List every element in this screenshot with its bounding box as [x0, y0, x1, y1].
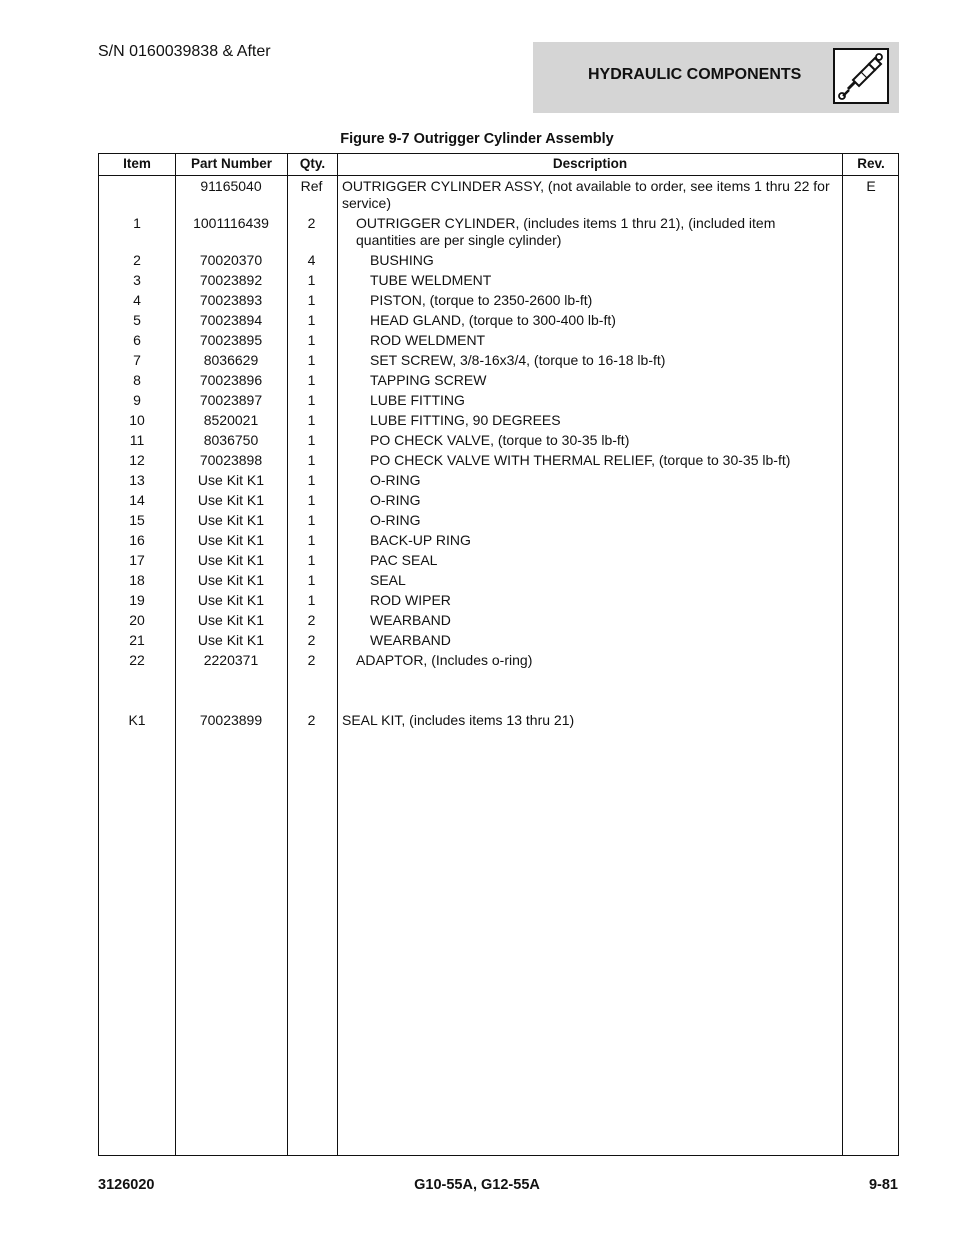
table-row [99, 215, 898, 252]
table-row [99, 332, 898, 352]
item-cell: 3 [133, 272, 141, 288]
item-cell: 16 [129, 532, 145, 548]
header-qty: Qty. [299, 156, 326, 171]
header-rev: Rev. [857, 156, 885, 171]
description-cell: PAC SEAL [370, 552, 438, 568]
table-row [99, 532, 898, 552]
part-number-cell: Use Kit K1 [197, 592, 265, 608]
description-cell: HEAD GLAND, (torque to 300-400 lb-ft) [370, 312, 616, 328]
part-number-cell: Use Kit K1 [197, 472, 265, 488]
document-number: 3126020 [98, 1177, 155, 1193]
item-cell: 10 [129, 412, 145, 428]
table-row [99, 452, 898, 472]
item-cell: 15 [129, 512, 145, 528]
qty-cell: 1 [307, 332, 316, 348]
part-number-cell: 70020370 [199, 252, 263, 268]
table-row [99, 352, 898, 372]
item-cell: 4 [133, 292, 141, 308]
qty-cell: 4 [307, 252, 316, 268]
table-row [99, 672, 898, 692]
part-number-cell: 2220371 [203, 652, 259, 668]
description-cell: LUBE FITTING, 90 DEGREES [370, 412, 561, 428]
item-cell: 14 [129, 492, 145, 508]
section-title: HYDRAULIC COMPONENTS [588, 66, 802, 83]
item-cell: 13 [129, 472, 145, 488]
part-number-cell: 8520021 [203, 412, 259, 428]
part-number-cell: Use Kit K1 [197, 612, 265, 628]
item-cell: 1 [133, 215, 141, 231]
part-number-cell: 91165040 [200, 178, 262, 194]
part-number-cell: 70023897 [199, 392, 263, 408]
part-number-cell: Use Kit K1 [197, 572, 265, 588]
part-number-cell: 70023895 [199, 332, 263, 348]
table-header [99, 154, 898, 176]
qty-cell: 1 [307, 532, 316, 548]
description-cell: TAPPING SCREW [370, 372, 487, 388]
description-cell: SEAL KIT, (includes items 13 thru 21) [342, 712, 575, 728]
hydraulic-cylinder-icon [833, 48, 889, 104]
item-cell: 7 [133, 352, 141, 368]
item-cell: 5 [133, 312, 141, 328]
table-row [99, 392, 898, 412]
item-cell: 22 [129, 652, 145, 668]
qty-cell: 1 [307, 452, 316, 468]
part-number-cell: Use Kit K1 [197, 552, 265, 568]
part-number-cell: Use Kit K1 [197, 532, 265, 548]
part-number-cell: 8036629 [203, 352, 259, 368]
qty-cell: 2 [307, 712, 316, 728]
table-row [99, 512, 898, 532]
item-cell: 6 [133, 332, 141, 348]
description-cell: OUTRIGGER CYLINDER, (includes items 1 thru 21), (included item quantities are per single cylinder) [356, 215, 776, 248]
description-cell: O-RING [370, 472, 421, 488]
rev-cell: E [866, 178, 876, 194]
table-row [99, 272, 898, 292]
item-cell: 21 [129, 632, 145, 648]
qty-cell: 1 [307, 512, 316, 528]
qty-cell: Ref [300, 178, 323, 194]
part-number-cell: 70023898 [199, 452, 263, 468]
qty-cell: 1 [307, 352, 316, 368]
qty-cell: 1 [307, 572, 316, 588]
qty-cell: 2 [307, 215, 316, 231]
qty-cell: 1 [307, 472, 316, 488]
part-number-cell: Use Kit K1 [197, 512, 265, 528]
item-cell: 17 [129, 552, 145, 568]
part-number-cell: 70023893 [199, 292, 263, 308]
table-row [99, 372, 898, 392]
item-cell: 18 [129, 572, 145, 588]
part-number-cell: 70023894 [199, 312, 263, 328]
table-row [99, 412, 898, 432]
table-row [99, 592, 898, 612]
description-cell: BACK-UP RING [370, 532, 471, 548]
description-cell: ROD WELDMENT [370, 332, 486, 348]
description-cell: LUBE FITTING [370, 392, 465, 408]
part-number-cell: 70023892 [199, 272, 263, 288]
item-cell: 19 [129, 592, 145, 608]
description-cell: TUBE WELDMENT [370, 272, 492, 288]
table-row [99, 432, 898, 452]
qty-cell: 2 [307, 652, 316, 668]
qty-cell: 1 [307, 392, 316, 408]
page-number: 9-81 [868, 1177, 898, 1193]
part-number-cell: 1001116439 [193, 215, 269, 231]
qty-cell: 1 [307, 372, 316, 388]
table-row [99, 692, 898, 712]
part-number-cell: 70023899 [199, 712, 263, 728]
description-cell: SET SCREW, 3/8-16x3/4, (torque to 16-18 lb-ft) [370, 352, 666, 368]
description-cell: OUTRIGGER CYLINDER ASSY, (not available to order, see items 1 thru 22 for service) [342, 178, 830, 211]
table-row [99, 552, 898, 572]
table-row [99, 312, 898, 332]
description-cell: BUSHING [370, 252, 434, 268]
table-row [99, 632, 898, 652]
qty-cell: 1 [307, 492, 316, 508]
item-cell: 11 [129, 432, 145, 448]
qty-cell: 1 [307, 432, 316, 448]
item-cell: 20 [129, 612, 145, 628]
qty-cell: 1 [307, 272, 316, 288]
header-part-number: Part Number [190, 156, 273, 171]
table-row [99, 652, 898, 672]
qty-cell: 1 [307, 292, 316, 308]
header-item: Item [123, 156, 151, 171]
table-row [99, 572, 898, 592]
qty-cell: 1 [307, 552, 316, 568]
item-cell: K1 [128, 712, 146, 728]
item-cell: 12 [129, 452, 145, 468]
item-cell: 8 [133, 372, 141, 388]
table-row [99, 612, 898, 632]
model-numbers: G10-55A, G12-55A [414, 1177, 540, 1193]
part-number-cell: Use Kit K1 [197, 632, 265, 648]
table-row [99, 178, 898, 215]
serial-number-range: S/N 0160039838 & After [98, 43, 271, 60]
description-cell: SEAL [370, 572, 406, 588]
description-cell: O-RING [370, 512, 421, 528]
description-cell: WEARBAND [370, 612, 451, 628]
table-row [99, 472, 898, 492]
item-cell: 2 [133, 252, 141, 268]
part-number-cell: 8036750 [203, 432, 259, 448]
description-cell: ADAPTOR, (Includes o-ring) [356, 652, 533, 668]
table-row [99, 492, 898, 512]
qty-cell: 1 [307, 312, 316, 328]
section-header [533, 42, 899, 113]
table-row [99, 712, 898, 732]
description-cell: PO CHECK VALVE WITH THERMAL RELIEF, (torque to 30-35 lb-ft) [370, 452, 791, 468]
description-cell: PISTON, (torque to 2350-2600 lb-ft) [370, 292, 593, 308]
table-row [99, 292, 898, 312]
parts-table [98, 153, 899, 1156]
item-cell: 9 [133, 392, 141, 408]
part-number-cell: Use Kit K1 [197, 492, 265, 508]
qty-cell: 2 [307, 612, 316, 628]
table-row [99, 252, 898, 272]
description-cell: PO CHECK VALVE, (torque to 30-35 lb-ft) [370, 432, 630, 448]
qty-cell: 1 [307, 592, 316, 608]
description-cell: O-RING [370, 492, 421, 508]
table-body [99, 178, 898, 732]
description-cell: ROD WIPER [370, 592, 451, 608]
qty-cell: 2 [307, 632, 316, 648]
part-number-cell: 70023896 [199, 372, 263, 388]
figure-title: Figure 9-7 Outrigger Cylinder Assembly [340, 131, 614, 147]
qty-cell: 1 [307, 412, 316, 428]
header-description: Description [552, 156, 628, 171]
description-cell: WEARBAND [370, 632, 451, 648]
